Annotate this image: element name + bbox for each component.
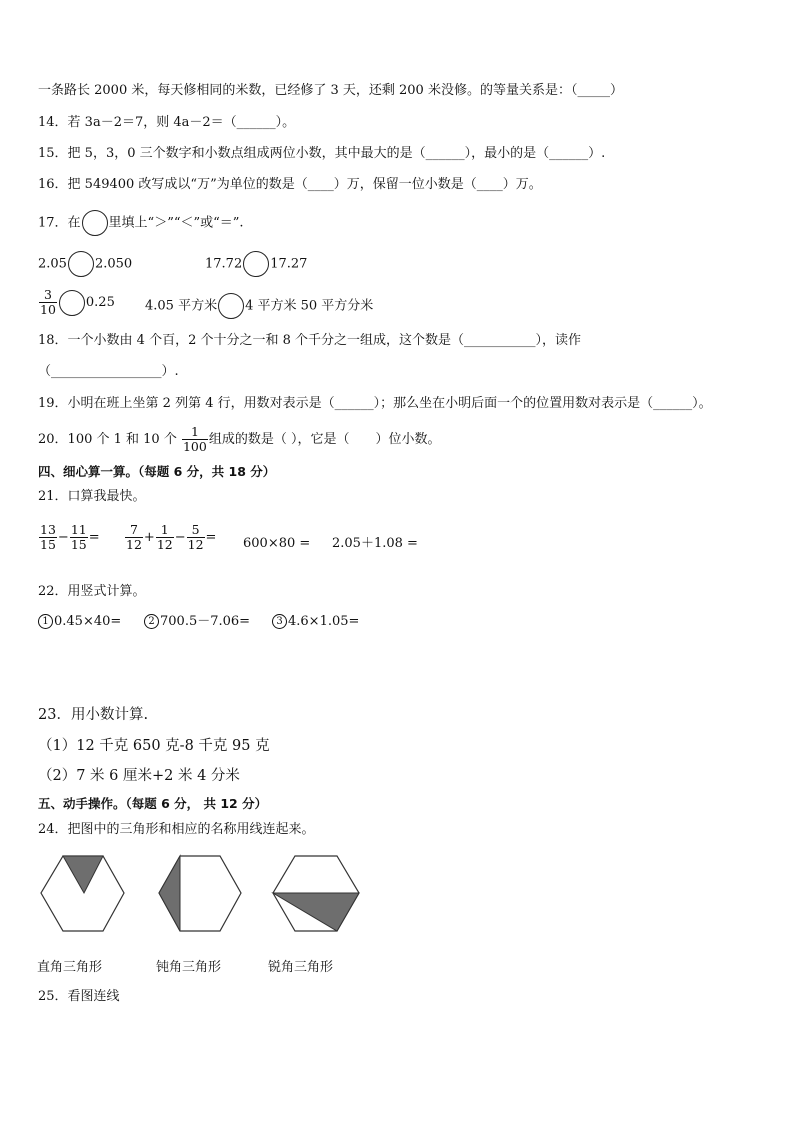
question-23-item-1: （1）12 千克 650 克-8 千克 95 克 — [38, 738, 270, 754]
hexagon-right-triangle — [41, 856, 124, 931]
question-17-suffix: 里填上“＞”“＜”或“＝”. — [108, 215, 244, 231]
compare-left: 4.05 平方米 — [145, 298, 218, 314]
expr-3: 600×80 = — [243, 536, 311, 551]
vertical-calc-1: 1 0.45×40= — [38, 613, 121, 631]
section-5-heading: 五、动手操作。（每题 6 分， 共 12 分） — [38, 796, 268, 811]
question-22-text: 22．用竖式计算。 — [38, 584, 146, 599]
question-25-text: 25．看图连线 — [38, 989, 120, 1004]
compare-right: 17.27 — [270, 256, 308, 272]
question-21-text: 21．口算我最快。 — [38, 489, 146, 504]
question-19-text: 19．小明在班上坐第 2 列第 4 行，用数对表示是（______）；那么坐在小明后面一个的位置用数对表示是（______）。 — [38, 396, 712, 411]
section-4-heading: 四、细心算一算。（每题 6 分，共 18 分） — [38, 464, 276, 479]
label-acute-triangle: 锐角三角形 — [268, 960, 334, 975]
compare-left: 17.72 — [205, 256, 243, 272]
compare-right: 4 平方米 50 平方分米 — [245, 298, 374, 314]
vertical-calc-3: 3 4.6×1.05= — [272, 613, 359, 631]
compare-left: 2.05 — [38, 256, 67, 272]
question-24-text: 24．把图中的三角形和相应的名称用线连起来。 — [38, 822, 315, 837]
fraction: $\frac{3}{10}$ — [40, 287, 56, 317]
label-obtuse-triangle: 钝角三角形 — [156, 960, 222, 975]
expr-4: 2.05＋1.08 = — [332, 536, 418, 551]
question-17-prefix: 17．在 — [38, 215, 81, 231]
compare-right: 2.050 — [94, 256, 133, 272]
vertical-calc-2: 2 700.5－7.06= — [144, 613, 250, 631]
compare-right: 0.25 — [85, 295, 115, 310]
question-13-text: 一条路长 2000 米，每天修相同的米数，已经修了 3 天，还剩 200 米没修。的等量关系是：（_____） — [38, 83, 623, 98]
hexagon-acute-triangle — [273, 856, 359, 931]
question-18-answer: （_________________）. — [38, 364, 179, 379]
question-23-text: 23．用小数计算. — [38, 707, 149, 723]
fraction: $\frac{1}{100}$ — [182, 424, 207, 454]
question-20: 20．100 个 1 和 10 个 $\frac{1}{100}$ 组成的数是（ ），它是（ ）位小数。 — [38, 424, 441, 454]
hexagon-obtuse-triangle — [159, 856, 241, 931]
question-23-item-2: （2）7 米 6 厘米+2 米 4 分米 — [38, 768, 240, 784]
expr-2: $\frac{7}{12}$ + $\frac{1}{12}$ − $\frac{5}{12}$ = — [126, 522, 217, 552]
question-18-text: 18．一个小数由 4 个百，2 个十分之一和 8 个千分之一组成，这个数是（___________），读作 — [38, 333, 582, 348]
question-15-text: 15．把 5，3，0 三个数字和小数点组成两位小数，其中最大的是（______），最小的是（______）. — [38, 146, 606, 161]
question-16-text: 16．把 549400 改写成以“万”为单位的数是（____）万，保留一位小数是（____）万。 — [38, 177, 542, 192]
question-14-text: 14．若 3a－2＝7，则 4a－2＝（______）。 — [38, 115, 296, 130]
label-right-triangle: 直角三角形 — [37, 960, 103, 975]
expr-1: $\frac{13}{15}$ − $\frac{11}{15}$ = — [40, 522, 100, 552]
